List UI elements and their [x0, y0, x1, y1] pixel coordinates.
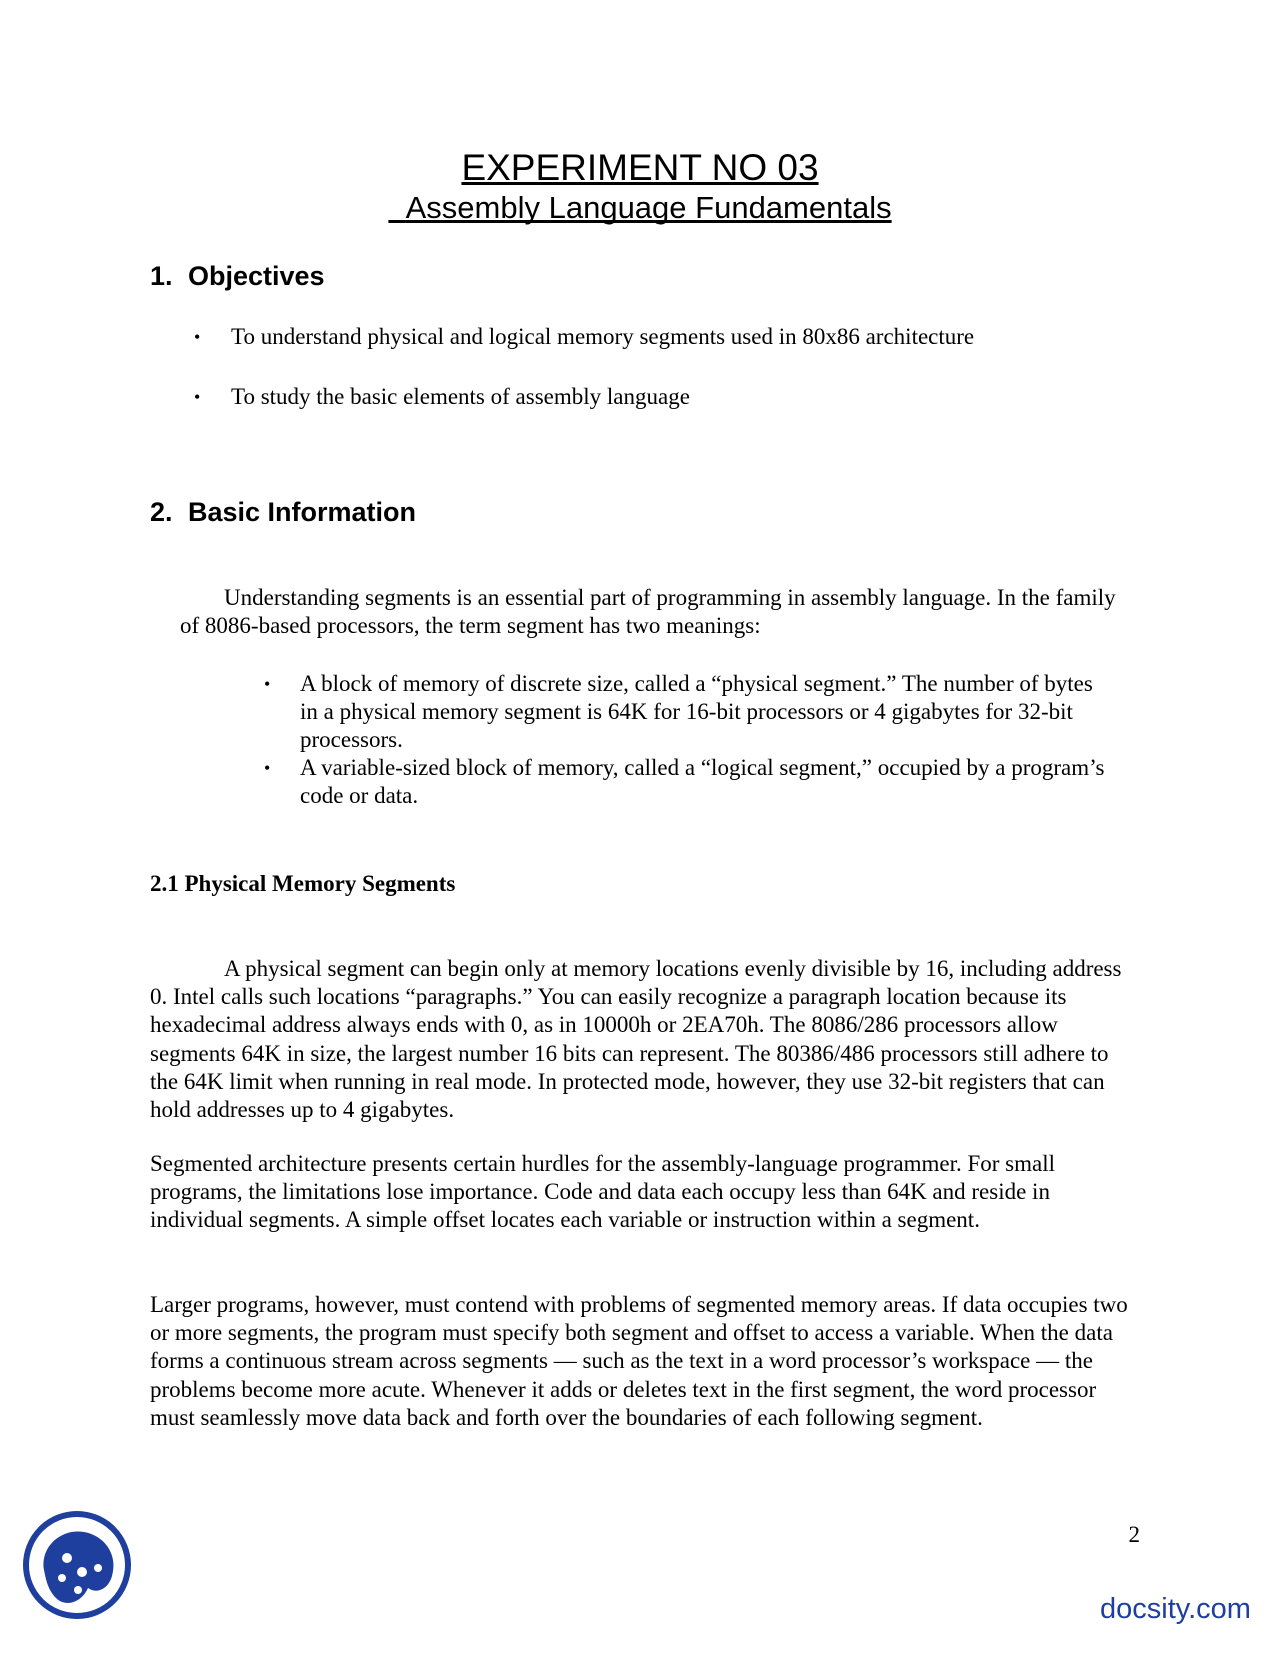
list-item — [264, 754, 1114, 810]
bullet-icon: • — [194, 327, 201, 347]
segment-meanings-list — [264, 670, 1114, 810]
basic-info-intro: Understanding segments is an essential part of programming in assembly language. In the family of 8086-based processors, the term segment has two meanings: — [180, 585, 1116, 639]
docsity-logo-icon[interactable] — [22, 1510, 132, 1620]
docsity-brand-link[interactable]: docsity.com — [1100, 1593, 1251, 1625]
section-number: 1. — [150, 261, 173, 291]
list-item — [194, 323, 1094, 351]
page-title: EXPERIMENT NO 03 — [461, 147, 819, 188]
bullet-icon: • — [264, 674, 271, 694]
bullet-icon: • — [194, 387, 201, 407]
paragraph: Larger programs, however, must contend with problems of segmented memory areas. If data occupies two or more segments, the program must specify both segment and offset to access a variable. When the data forms a continuous stream across segments — such as the text in a word processor’s workspace — the problems become more acute. Whenever it adds or deletes text in the first segment, the word processor must seamlessly move data back and forth over the boundaries of each following segment. — [150, 1292, 1128, 1430]
paragraph: Segmented architecture presents certain hurdles for the assembly-language programmer. For small programs, the limitations lose importance. Code and data each occupy less than 64K and reside in individual segments. A simple offset locates each variable or instruction within a segment. — [150, 1151, 1055, 1233]
section-basic-info-heading — [150, 496, 416, 528]
list-item-text: To understand physical and logical memory segments used in 80x86 architecture — [231, 324, 975, 349]
section-number: 2. — [150, 497, 173, 527]
bullet-icon: • — [264, 758, 271, 778]
section-title: Basic Information — [188, 497, 417, 527]
list-item-text: A variable-sized block of memory, called a “logical segment,” occupied by a program’s code or data. — [300, 755, 1105, 808]
list-item — [194, 383, 1094, 411]
section-title: Objectives — [188, 261, 325, 291]
list-item-text: A block of memory of discrete size, called a “physical segment.” The number of bytes in a physical memory segment is 64K for 16-bit processors or 4 gigabytes for 32-bit processors. — [300, 671, 1093, 752]
objectives-list — [194, 323, 1094, 411]
section-objectives-heading — [150, 260, 325, 292]
list-item — [264, 670, 1114, 754]
list-item-text: To study the basic elements of assembly language — [231, 384, 690, 409]
page-subtitle: Assembly Language Fundamentals — [405, 190, 892, 225]
title-block — [0, 148, 1280, 228]
page-number: 2 — [1128, 1522, 1140, 1547]
subsection-heading: 2.1 Physical Memory Segments — [150, 871, 456, 896]
paragraph: A physical segment can begin only at memory locations evenly divisible by 16, including address 0. Intel calls such locations “paragraphs.” You can easily recognize a paragraph location because its hexadecimal address always ends with 0, as in 10000h or 2EA70h. The 8086/286 processors allow segments 64K in size, the largest number 16 bits can represent. The 80386/486 processors still adhere to the 64K limit when running in real mode. In protected mode, however, they use 32-bit registers that can hold addresses up to 4 gigabytes. — [150, 956, 1122, 1123]
